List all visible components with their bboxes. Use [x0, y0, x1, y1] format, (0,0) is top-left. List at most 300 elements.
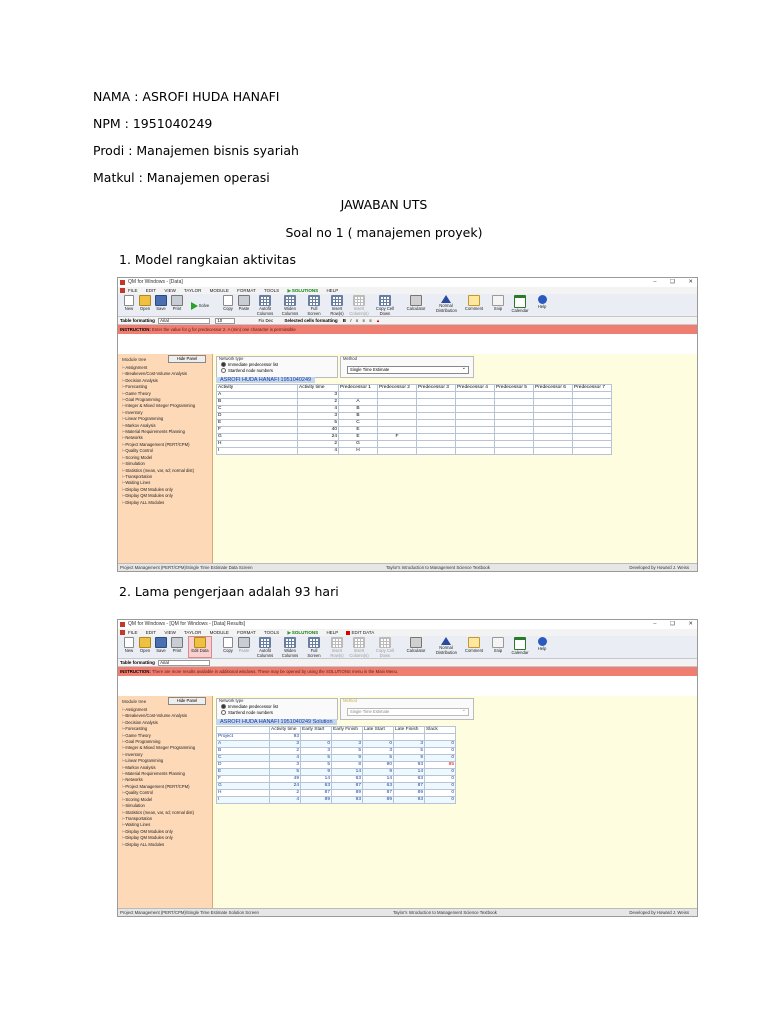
activity-cell[interactable]: F	[217, 427, 298, 434]
tree-item[interactable]: ⊢ Transportation	[122, 816, 195, 822]
table-cell[interactable]	[495, 448, 534, 455]
copy-button[interactable]: Copy	[218, 637, 238, 654]
table-row	[217, 755, 456, 762]
table-cell: 24	[270, 783, 301, 790]
tree-item[interactable]: ⊢ Material Requirements Planning	[122, 429, 195, 435]
table-cell	[363, 734, 394, 741]
menu-file[interactable]: FILE	[128, 288, 138, 293]
normal-distribution-button[interactable]: Normal Distribution	[436, 637, 456, 655]
table-cell[interactable]: 4	[298, 406, 339, 413]
table-cell[interactable]: 40	[298, 427, 339, 434]
insert-columns-icon	[353, 637, 365, 648]
activity-cell[interactable]: C	[217, 406, 298, 413]
table-cell[interactable]: 24	[298, 434, 339, 441]
column-header[interactable]: Predecessor 6	[534, 385, 573, 392]
activity-cell[interactable]: H	[217, 441, 298, 448]
tree-item[interactable]: ⊢ Decision Analysis	[122, 378, 195, 384]
table-cell	[394, 734, 425, 741]
table-cell[interactable]	[417, 392, 456, 399]
tree-item[interactable]: ⊢ Forecasting	[122, 384, 195, 390]
method-select[interactable]: Single Time Estimate ⌄	[347, 708, 469, 716]
column-header[interactable]: Early Start	[301, 727, 332, 734]
table-cell[interactable]	[534, 399, 573, 406]
table-cell[interactable]: C	[339, 420, 378, 427]
status-right: Developed by Howard J. Weiss	[629, 565, 689, 570]
column-header[interactable]: Predecessor 2	[378, 385, 417, 392]
prodi-line: Prodi : Manajemen bisnis syariah	[93, 143, 299, 158]
table-cell: 87	[394, 783, 425, 790]
open-button[interactable]: Open	[135, 295, 155, 312]
table-cell[interactable]	[534, 413, 573, 420]
table-cell[interactable]	[495, 434, 534, 441]
edit-data-button[interactable]: Edit Data	[188, 636, 212, 658]
normal-distribution-button[interactable]: Normal Distribution	[436, 295, 456, 313]
italic-button[interactable]: I	[350, 318, 352, 323]
table-cell: 2	[270, 790, 301, 797]
format-bar	[118, 317, 697, 325]
table-cell[interactable]	[495, 392, 534, 399]
tree-item[interactable]: ⊢ Integer & Mixed Integer Programming	[122, 403, 195, 409]
insert-rows-button[interactable]: Insert Row(s)	[327, 637, 347, 658]
tree-item[interactable]: ⊢ Scoring Model	[122, 797, 195, 803]
table-cell: 63	[332, 776, 363, 783]
menu-format[interactable]: FORMAT	[237, 630, 256, 635]
menu-solutions[interactable]: ▶ SOLUTIONS	[287, 288, 318, 293]
tree-item[interactable]: ⊢ Display ALL Modules	[122, 842, 195, 848]
tree-item[interactable]: ⊢ Breakeven/Cost-Volume Analysis	[122, 371, 195, 377]
tree-item[interactable]: ⊢ Networks	[122, 435, 195, 441]
table-cell[interactable]	[456, 434, 495, 441]
tree-item[interactable]: ⊢ Quality Control	[122, 790, 195, 796]
table-cell[interactable]	[417, 420, 456, 427]
status-bar	[118, 563, 697, 571]
activity-cell: I	[217, 797, 270, 804]
fix-dec-button[interactable]: Fix Dec	[258, 318, 274, 323]
fill-color-icon[interactable]: ▲	[375, 318, 381, 323]
column-header[interactable]: Predecessor 1	[339, 385, 378, 392]
solution-table-title: ASROFI HUDA HANAFI 1951040249 Solution	[216, 719, 337, 725]
table-cell: 0	[425, 783, 456, 790]
print-button[interactable]: Print	[167, 637, 187, 654]
module-tree-label: Module tree	[122, 357, 147, 362]
tree-item[interactable]: ⊢ Forecasting	[122, 726, 195, 732]
tree-item[interactable]: ⊢ Markov Analysis	[122, 765, 195, 771]
tree-item[interactable]: ⊢ Inventory	[122, 410, 195, 416]
menu-taylor[interactable]: TAYLOR	[184, 288, 202, 293]
comment-button[interactable]: Comment	[464, 295, 484, 312]
data-pane	[214, 354, 697, 571]
table-cell[interactable]: 2	[298, 441, 339, 448]
tree-item[interactable]: ⊢ Game Theory	[122, 733, 195, 739]
copy-button[interactable]: Copy	[218, 295, 238, 312]
table-cell[interactable]: E	[339, 434, 378, 441]
column-header[interactable]: Slack	[425, 727, 456, 734]
table-cell[interactable]	[417, 441, 456, 448]
table-row	[217, 406, 612, 413]
full-screen-button[interactable]: Full Screen	[304, 637, 324, 658]
table-cell[interactable]: B	[339, 413, 378, 420]
print-button[interactable]: Print	[167, 295, 187, 312]
table-cell: 63	[301, 783, 332, 790]
soal-heading: Soal no 1 ( manajemen proyek)	[285, 225, 483, 240]
tree-item[interactable]: ⊢ Markov Analysis	[122, 423, 195, 429]
autofit-columns-button[interactable]: Autofit Columns	[255, 637, 275, 658]
table-row	[217, 741, 456, 748]
table-cell[interactable]: 5	[298, 420, 339, 427]
copy-cell-down-button[interactable]: Copy Cell Down	[375, 295, 395, 316]
help-button[interactable]: Help	[532, 295, 552, 310]
status-middle: Taylor's Introduction to Management Science Textbook	[386, 565, 490, 570]
table-cell[interactable]	[573, 413, 612, 420]
radio-predecessor-list[interactable]: Immediate predecessor list	[221, 704, 278, 709]
table-cell[interactable]: E	[339, 427, 378, 434]
table-cell[interactable]	[417, 434, 456, 441]
tree-item[interactable]: ⊢ Simulation	[122, 461, 195, 467]
instruction-text: There are more results available in additional windows. These may be opened by using the SOLUTIONS menu in the Main Menu.	[151, 669, 399, 674]
new-button[interactable]: New	[119, 295, 139, 312]
radio-node-numbers[interactable]: Start/end node numbers	[221, 368, 273, 373]
column-header[interactable]: Predecessor 4	[456, 385, 495, 392]
table-cell[interactable]	[534, 448, 573, 455]
menu-file[interactable]: FILE	[128, 630, 138, 635]
tree-item[interactable]: ⊢ Simulation	[122, 803, 195, 809]
tree-item[interactable]: ⊢ Waiting Lines	[122, 822, 195, 828]
table-cell[interactable]	[495, 406, 534, 413]
network-type-label: Network type	[219, 356, 244, 361]
table-cell[interactable]	[456, 392, 495, 399]
table-cell: 5	[270, 769, 301, 776]
table-cell[interactable]: 2	[298, 399, 339, 406]
activity-cell[interactable]: B	[217, 399, 298, 406]
column-header[interactable]	[217, 727, 270, 734]
copy-icon	[223, 637, 233, 648]
menu-edit[interactable]: EDIT	[145, 630, 157, 635]
insert-columns-button[interactable]: Insert Column(s)	[349, 295, 369, 316]
paste-icon	[238, 637, 250, 648]
column-header[interactable]: Predecessor 7	[573, 385, 612, 392]
tree-item[interactable]: ⊢ Display ALL Modules	[122, 500, 195, 506]
table-row	[217, 420, 612, 427]
table-cell: 89	[394, 790, 425, 797]
network-type-box	[216, 356, 338, 378]
menu-format[interactable]: FORMAT	[237, 288, 256, 293]
table-cell[interactable]	[573, 406, 612, 413]
minimize-button[interactable]: –	[653, 279, 657, 285]
activity-cell[interactable]: E	[217, 420, 298, 427]
table-row	[217, 448, 612, 455]
menu-module[interactable]: MODULE	[209, 288, 229, 293]
font-select[interactable]: Arial	[158, 660, 210, 666]
activity-cell: D	[217, 762, 270, 769]
table-cell[interactable]	[456, 413, 495, 420]
toolbar	[118, 294, 697, 317]
table-cell[interactable]	[378, 392, 417, 399]
instruction-label: INSTRUCTION:	[120, 669, 151, 674]
table-cell: 14	[363, 776, 394, 783]
close-button[interactable]: ✕	[688, 621, 693, 627]
bold-button[interactable]: B	[342, 318, 347, 323]
table-cell[interactable]	[534, 434, 573, 441]
table-cell[interactable]	[573, 420, 612, 427]
column-header[interactable]: Predecessor 5	[495, 385, 534, 392]
widen-columns-button[interactable]: Widen Columns	[280, 295, 300, 316]
column-header[interactable]: Early Finish	[332, 727, 363, 734]
tree-item[interactable]: ⊢ Display QM Modules only	[122, 493, 195, 499]
font-size-select[interactable]: 10	[215, 318, 235, 324]
tree-item[interactable]: ⊢ Game Theory	[122, 391, 195, 397]
menu-view[interactable]: VIEW	[164, 630, 176, 635]
data-table	[216, 384, 612, 455]
table-cell[interactable]: A	[339, 399, 378, 406]
table-cell[interactable]	[534, 420, 573, 427]
module-tree	[118, 354, 213, 571]
snip-icon	[492, 637, 504, 648]
table-cell[interactable]	[417, 406, 456, 413]
activity-cell[interactable]: D	[217, 413, 298, 420]
save-icon	[155, 637, 167, 648]
table-cell[interactable]	[378, 406, 417, 413]
table-cell[interactable]	[378, 413, 417, 420]
tree-item[interactable]: ⊢ Integer & Mixed Integer Programming	[122, 745, 195, 751]
table-cell[interactable]	[339, 392, 378, 399]
align-center-icon[interactable]: ≡	[362, 318, 365, 323]
table-cell[interactable]	[378, 427, 417, 434]
table-cell[interactable]	[378, 399, 417, 406]
table-cell[interactable]: 3	[298, 392, 339, 399]
table-cell: 0	[301, 741, 332, 748]
save-button[interactable]: Save	[151, 637, 171, 654]
tree-item[interactable]: ⊢ Breakeven/Cost-Volume Analysis	[122, 713, 195, 719]
help-button[interactable]: Help	[532, 637, 552, 652]
paste-button[interactable]: Paste	[234, 295, 254, 312]
maximize-button[interactable]: ❑	[669, 279, 675, 285]
activity-cell: C	[217, 755, 270, 762]
table-cell[interactable]: G	[339, 441, 378, 448]
align-right-icon[interactable]: ≡	[369, 318, 372, 323]
table-cell[interactable]	[417, 448, 456, 455]
close-button[interactable]: ✕	[688, 279, 693, 285]
copy-down-icon	[379, 637, 391, 648]
new-button[interactable]: New	[119, 637, 139, 654]
tree-item[interactable]: ⊢ Decision Analysis	[122, 720, 195, 726]
table-cell[interactable]	[456, 399, 495, 406]
table-row	[217, 441, 612, 448]
activity-cell[interactable]: I	[217, 448, 298, 455]
table-cell[interactable]	[495, 399, 534, 406]
menu-edit-data[interactable]: EDIT DATA	[346, 630, 374, 635]
menu-tools[interactable]: TOOLS	[263, 630, 280, 635]
table-cell	[301, 734, 332, 741]
table-cell[interactable]: H	[339, 448, 378, 455]
tree-item[interactable]: ⊢ Display QM Modules only	[122, 835, 195, 841]
table-cell: 4	[270, 755, 301, 762]
table-cell[interactable]	[456, 441, 495, 448]
paste-button[interactable]: Paste	[234, 637, 254, 654]
insert-columns-icon	[353, 295, 365, 306]
table-cell[interactable]	[573, 392, 612, 399]
tree-item[interactable]: ⊢ Goal Programming	[122, 739, 195, 745]
table-cell: 5	[301, 762, 332, 769]
radio-predecessor-list[interactable]: Immediate predecessor list	[221, 362, 278, 367]
table-cell[interactable]	[417, 427, 456, 434]
column-header[interactable]: Late Start	[363, 727, 394, 734]
calculator-button[interactable]: Calculator	[406, 637, 426, 654]
status-left: Project Management (PERT/CPM)/Single Time Estimate Data Screen	[120, 565, 253, 570]
tree-item[interactable]: ⊢ Quality Control	[122, 448, 195, 454]
radio-node-numbers[interactable]: Start/end node numbers	[221, 710, 273, 715]
table-header-row	[217, 385, 612, 392]
jawaban-heading: JAWABAN UTS	[340, 197, 428, 212]
window-title-bar	[118, 278, 697, 287]
tree-item[interactable]: ⊢ Linear Programming	[122, 758, 195, 764]
npm-line: NPM : 1951040249	[93, 116, 213, 131]
table-cell[interactable]	[573, 399, 612, 406]
tree-item[interactable]: ⊢ Statistics (mean, var, sd; normal dist)	[122, 810, 195, 816]
table-cell: 89	[301, 797, 332, 804]
table-cell[interactable]	[417, 399, 456, 406]
table-cell[interactable]	[456, 448, 495, 455]
table-cell[interactable]	[417, 413, 456, 420]
table-cell[interactable]	[456, 420, 495, 427]
menu-help[interactable]: HELP	[326, 288, 339, 293]
minimize-button[interactable]: –	[653, 621, 657, 627]
window-title-bar	[118, 620, 697, 629]
table-cell: 49	[270, 776, 301, 783]
column-header[interactable]: Activity	[217, 385, 298, 392]
maximize-button[interactable]: ❑	[669, 621, 675, 627]
tree-item[interactable]: ⊢ Inventory	[122, 752, 195, 758]
table-cell[interactable]	[378, 448, 417, 455]
table-cell[interactable]: B	[339, 406, 378, 413]
table-cell[interactable]	[495, 441, 534, 448]
full-screen-button[interactable]: Full Screen	[304, 295, 324, 316]
table-cell[interactable]: F	[378, 434, 417, 441]
save-button[interactable]: Save	[151, 295, 171, 312]
menu-bar	[118, 629, 697, 636]
tree-item[interactable]: ⊢ Assignment	[122, 365, 195, 371]
column-header[interactable]: Activity time	[270, 727, 301, 734]
activity-cell: H	[217, 790, 270, 797]
font-select[interactable]: Arial	[158, 318, 210, 324]
tree-item[interactable]: ⊢ Project Management (PERT/CPM)	[122, 784, 195, 790]
menu-edit[interactable]: EDIT	[145, 288, 157, 293]
column-header[interactable]: Activity time	[298, 385, 339, 392]
table-cell[interactable]	[534, 441, 573, 448]
tree-item[interactable]: ⊢ Linear Programming	[122, 416, 195, 422]
insert-columns-button[interactable]: Insert Column(s)	[349, 637, 369, 658]
insert-rows-button[interactable]: Insert Row(s)	[327, 295, 347, 316]
activity-cell[interactable]: G	[217, 434, 298, 441]
solve-button[interactable]: Solve	[190, 302, 210, 310]
table-cell[interactable]: 4	[298, 448, 339, 455]
menu-taylor[interactable]: TAYLOR	[184, 630, 202, 635]
table-cell: 5	[301, 755, 332, 762]
open-button[interactable]: Open	[135, 637, 155, 654]
table-cell[interactable]	[495, 427, 534, 434]
table-cell: 0	[425, 790, 456, 797]
tree-item[interactable]: ⊢ Statistics (mean, var, sd; normal dist)	[122, 468, 195, 474]
hide-panel-button[interactable]: Hide Panel	[168, 697, 206, 705]
table-cell[interactable]	[573, 427, 612, 434]
tree-item[interactable]: ⊢ Display OM Modules only	[122, 487, 195, 493]
table-cell[interactable]: 3	[298, 413, 339, 420]
method-select[interactable]: Single Time Estimate ⌄	[347, 366, 469, 374]
table-cell[interactable]	[534, 406, 573, 413]
align-left-icon[interactable]: ≡	[355, 318, 359, 323]
activity-cell[interactable]: A	[217, 392, 298, 399]
column-header[interactable]: Late Finish	[394, 727, 425, 734]
tree-item[interactable]: ⊢ Goal Programming	[122, 397, 195, 403]
table-cell[interactable]	[456, 406, 495, 413]
table-cell: 87	[332, 783, 363, 790]
table-cell[interactable]	[378, 441, 417, 448]
selected-formatting-label: Selected cells formatting	[284, 318, 338, 323]
table-cell: 2	[270, 748, 301, 755]
snip-button[interactable]: Snip	[488, 637, 508, 654]
copy-cell-down-button[interactable]: Copy Cell Down	[375, 637, 395, 658]
calendar-button[interactable]: Calendar	[510, 295, 530, 314]
comment-button[interactable]: Comment	[464, 637, 484, 654]
calendar-button[interactable]: Calendar	[510, 637, 530, 656]
table-cell: 63	[394, 776, 425, 783]
module-tree-label: Module tree	[122, 699, 147, 704]
module-tree-list	[122, 707, 195, 848]
menu-help[interactable]: HELP	[326, 630, 339, 635]
menu-solutions[interactable]: ▶ SOLUTIONS	[287, 630, 318, 635]
snip-button[interactable]: Snip	[488, 295, 508, 312]
activity-cell: A	[217, 741, 270, 748]
table-cell[interactable]	[534, 427, 573, 434]
tree-item[interactable]: ⊢ Scoring Model	[122, 455, 195, 461]
tree-item[interactable]: ⊢ Networks	[122, 777, 195, 783]
autofit-columns-button[interactable]: Autofit Columns	[255, 295, 275, 316]
table-cell[interactable]	[378, 420, 417, 427]
table-row	[217, 427, 612, 434]
table-cell[interactable]	[573, 441, 612, 448]
table-cell[interactable]	[534, 392, 573, 399]
tree-item[interactable]: ⊢ Transportation	[122, 474, 195, 480]
menu-tools[interactable]: TOOLS	[263, 288, 280, 293]
folder-icon	[139, 637, 151, 648]
tree-item[interactable]: ⊢ Material Requirements Planning	[122, 771, 195, 777]
widen-columns-button[interactable]: Widen Columns	[280, 637, 300, 658]
calendar-icon	[514, 295, 526, 308]
hide-panel-button[interactable]: Hide Panel	[168, 355, 206, 363]
tree-item[interactable]: ⊢ Waiting Lines	[122, 480, 195, 486]
table-cell[interactable]	[573, 434, 612, 441]
calculator-icon	[410, 295, 422, 306]
menu-module[interactable]: MODULE	[209, 630, 229, 635]
comment-icon	[468, 637, 480, 648]
table-cell: 85	[425, 762, 456, 769]
tree-item[interactable]: ⊢ Display OM Modules only	[122, 829, 195, 835]
tree-item[interactable]: ⊢ Assignment	[122, 707, 195, 713]
calculator-button[interactable]: Calculator	[406, 295, 426, 312]
toolbar	[118, 636, 697, 659]
table-row	[217, 734, 456, 741]
table-cell[interactable]	[495, 420, 534, 427]
table-cell[interactable]	[456, 427, 495, 434]
table-cell[interactable]	[495, 413, 534, 420]
table-cell[interactable]	[573, 448, 612, 455]
method-label: Method	[343, 356, 357, 361]
menu-view[interactable]: VIEW	[164, 288, 176, 293]
column-header[interactable]: Predecessor 3	[417, 385, 456, 392]
tree-item[interactable]: ⊢ Project Management (PERT/CPM)	[122, 442, 195, 448]
widen-icon	[284, 295, 296, 306]
activity-cell: Project	[217, 734, 270, 741]
table-cell: 3	[394, 741, 425, 748]
